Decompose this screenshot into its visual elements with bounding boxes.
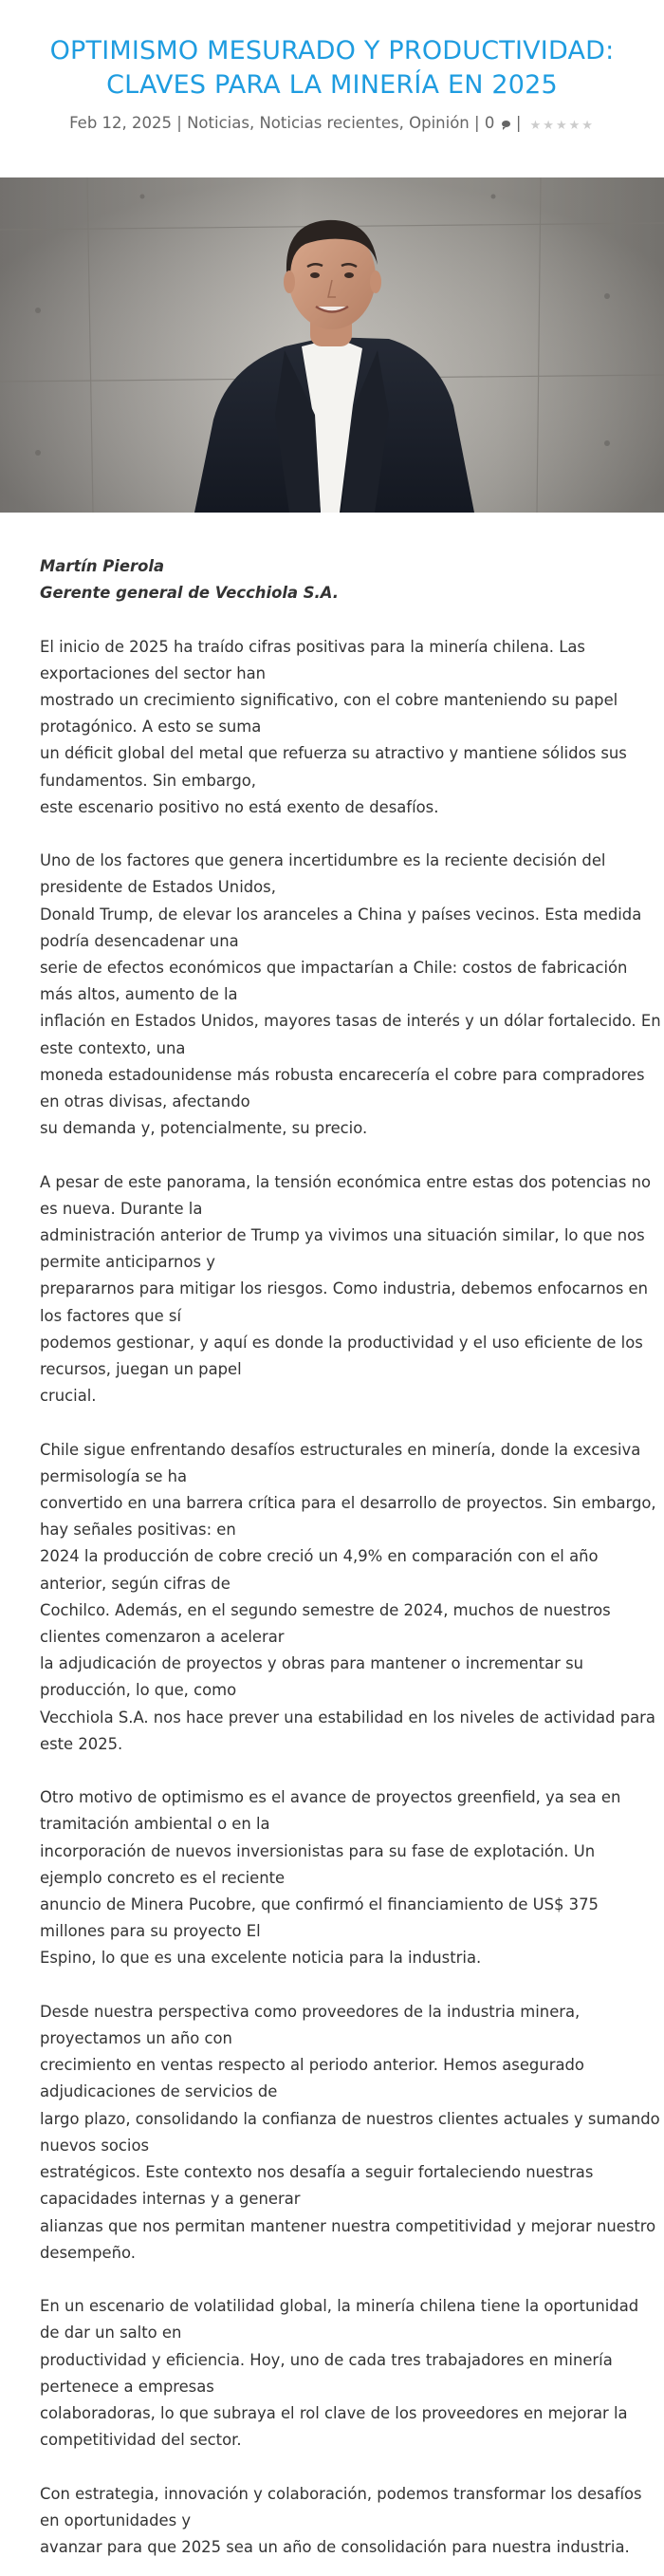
paragraph-line: Chile sigue enfrentando desafíos estructurales en minería, donde la excesiva	[40, 1440, 641, 1459]
paragraph-line: mostrado un crecimiento significativo, con el cobre manteniendo su papel	[40, 691, 618, 709]
paragraph-line: fundamentos. Sin embargo,	[40, 771, 256, 790]
paragraph-line: los factores que sí	[40, 1306, 182, 1325]
paragraph-line: su demanda y, potencialmente, su precio.	[40, 1119, 368, 1138]
paragraph-line: en oportunidades y	[40, 2511, 192, 2529]
paragraph-line: permisología se ha	[40, 1466, 188, 1485]
paragraph-line: largo plazo, consolidando la confianza de nuestros clientes actuales y sumando	[40, 2109, 660, 2128]
paragraph-line: este contexto, una	[40, 1038, 186, 1057]
page-title	[19, 34, 645, 103]
title-line: CLAVES PARA LA MINERÍA EN 2025	[106, 70, 558, 100]
paragraph-line: moneda estadounidense más robusta encarecería el cobre para compradores	[40, 1065, 645, 1084]
title-line: OPTIMISMO MESURADO Y PRODUCTIVIDAD:	[49, 36, 615, 65]
paragraph-line: pertenece a empresas	[40, 2377, 214, 2396]
rating-stars[interactable]	[530, 113, 595, 136]
author-role: Gerente general de Vecchiola S.A.	[40, 584, 339, 603]
paragraph-line: Donald Trump, de elevar los aranceles a China y países vecinos. Esta medida	[40, 905, 642, 924]
hero-image	[0, 177, 664, 513]
paragraph-line: Vecchiola S.A. nos hace prever una estabilidad en los niveles de actividad para	[40, 1708, 655, 1727]
paragraph-line: ejemplo concreto es el reciente	[40, 1868, 286, 1887]
paragraph-line: en otras divisas, afectando	[40, 1092, 250, 1111]
paragraph-line: nuevos socios	[40, 2136, 150, 2155]
comment-bubble-icon	[502, 121, 510, 127]
article-paragraph	[40, 634, 628, 821]
category-link-opinion[interactable]: Opinión	[409, 114, 470, 132]
comments-link[interactable]	[485, 114, 511, 132]
paragraph-line: adjudicaciones de servicios de	[40, 2082, 278, 2101]
paragraph-line: hay señales positivas: en	[40, 1521, 236, 1540]
paragraph-line: Espino, lo que es una excelente noticia para la industria.	[40, 1949, 482, 1968]
paragraph-line: la adjudicación de proyectos y obras para mantener o incrementar su	[40, 1654, 583, 1673]
meta-separator: |	[474, 114, 480, 132]
article-paragraph	[40, 1169, 652, 1410]
paragraph-line: incorporación de nuevos inversionistas para su fase de explotación. Un	[40, 1841, 596, 1860]
article-paragraph	[40, 848, 661, 1142]
paragraph-line: proyectamos un año con	[40, 2029, 232, 2048]
paragraph-line: este escenario positivo no está exento de desafíos.	[40, 797, 439, 816]
article-paragraphs	[40, 634, 661, 2562]
article-paragraph	[40, 2481, 642, 2562]
meta-separator: |	[176, 114, 182, 132]
paragraph-line: productividad y eficiencia. Hoy, uno de cada tres trabajadores en minería	[40, 2350, 613, 2369]
paragraph-line: más altos, aumento de la	[40, 985, 238, 1004]
paragraph-line: presidente de Estados Unidos,	[40, 878, 276, 897]
article-paragraph	[40, 1437, 656, 1758]
paragraph-line: 2024 la producción de cobre creció un 4,9% en comparación con el año	[40, 1547, 599, 1566]
paragraph-line: recursos, juegan un papel	[40, 1360, 242, 1379]
paragraph-line: podemos gestionar, y aquí es donde la productividad y el uso eficiente de los	[40, 1333, 643, 1352]
article-body	[40, 553, 661, 2561]
paragraph-line: clientes comenzaron a acelerar	[40, 1628, 285, 1647]
paragraph-line: capacidades internas y a generar	[40, 2190, 301, 2209]
paragraph-line: serie de efectos económicos que impactarían a Chile: costos de fabricación	[40, 959, 628, 978]
paragraph-line: inflación en Estados Unidos, mayores tasas de interés y un dólar fortalecido. En	[40, 1012, 661, 1031]
paragraph-line: protagónico. A esto se suma	[40, 718, 262, 737]
paragraph-line: producción, lo que, como	[40, 1681, 237, 1700]
paragraph-line: tramitación ambiental o en la	[40, 1815, 270, 1834]
paragraph-line: exportaciones del sector han	[40, 663, 267, 682]
paragraph-line: Desde nuestra perspectiva como proveedores de la industria minera,	[40, 2002, 581, 2021]
paragraph-line: A pesar de este panorama, la tensión económica entre estas dos potencias no	[40, 1172, 652, 1191]
paragraph-line: colaboradoras, lo que subraya el rol clave de los proveedores en mejorar la	[40, 2403, 628, 2422]
paragraph-line: permite anticiparnos y	[40, 1253, 215, 1272]
portrait-photo	[0, 177, 664, 513]
comment-count: 0	[484, 114, 495, 132]
paragraph-line: Cochilco. Además, en el segundo semestre de 2024, muchos de nuestros	[40, 1600, 611, 1619]
paragraph-line: En un escenario de volatilidad global, la minería chilena tiene la oportunidad	[40, 2297, 639, 2316]
paragraph-line: Uno de los factores que genera incertidumbre es la reciente decisión del	[40, 851, 606, 870]
post-meta	[0, 112, 664, 136]
paragraph-line: prepararnos para mitigar los riesgos. Como industria, debemos enfocarnos en	[40, 1279, 648, 1298]
paragraph-line: competitividad del sector.	[40, 2431, 242, 2450]
paragraph-line: Con estrategia, innovación y colaboración, podemos transformar los desafíos	[40, 2484, 642, 2503]
paragraph-line: es nueva. Durante la	[40, 1199, 203, 1218]
paragraph-line: Otro motivo de optimismo es el avance de proyectos greenfield, ya sea en	[40, 1788, 621, 1807]
paragraph-line: millones para su proyecto El	[40, 1922, 261, 1941]
category-separator: ,	[398, 114, 410, 132]
author-name: Martín Pierola	[40, 557, 165, 575]
star-icon[interactable]: ★	[543, 118, 554, 133]
post-date: Feb 12, 2025	[69, 114, 173, 132]
paragraph-line: anterior, según cifras de	[40, 1574, 231, 1593]
paragraph-line: alianzas que nos permitan mantener nuestra competitividad y mejorar nuestro	[40, 2216, 656, 2235]
paragraph-line: anuncio de Minera Pucobre, que confirmó el financiamiento de US$ 375	[40, 1895, 599, 1914]
paragraph-line: crecimiento en ventas respecto al periodo anterior. Hemos asegurado	[40, 2056, 584, 2075]
star-icon[interactable]: ★	[581, 118, 593, 133]
paragraph-line: este 2025.	[40, 1734, 123, 1753]
paragraph-line: El inicio de 2025 ha traído cifras positivas para la minería chilena. Las	[40, 637, 585, 656]
paragraph-line: desempeño.	[40, 2243, 136, 2262]
article-paragraph	[40, 2293, 639, 2454]
paragraph-line: estratégicos. Este contexto nos desafía a seguir fortaleciendo nuestras	[40, 2163, 594, 2182]
paragraph-line: avanzar para que 2025 sea un año de consolidación para nuestra industria.	[40, 2537, 630, 2556]
category-separator: ,	[249, 114, 260, 132]
paragraph-line: de dar un salto en	[40, 2324, 182, 2343]
star-icon[interactable]: ★	[555, 118, 567, 133]
paragraph-line: podría desencadenar una	[40, 931, 239, 950]
star-icon[interactable]: ★	[529, 118, 542, 133]
category-link-noticias[interactable]: Noticias	[187, 114, 249, 132]
paragraph-line: convertido en una barrera crítica para el desarrollo de proyectos. Sin embargo,	[40, 1494, 656, 1513]
paragraph-line: un déficit global del metal que refuerza su atractivo y mantiene sólidos sus	[40, 744, 627, 763]
star-icon[interactable]: ★	[568, 118, 581, 133]
paragraph-line: crucial.	[40, 1387, 97, 1406]
category-link-noticias-recientes[interactable]: Noticias recientes	[259, 114, 399, 132]
paragraph-line: administración anterior de Trump ya vivimos una situación similar, lo que nos	[40, 1226, 645, 1245]
article-paragraph	[40, 1999, 660, 2267]
meta-separator: |	[515, 114, 522, 132]
article-paragraph	[40, 1784, 628, 1971]
author-block	[40, 553, 628, 607]
